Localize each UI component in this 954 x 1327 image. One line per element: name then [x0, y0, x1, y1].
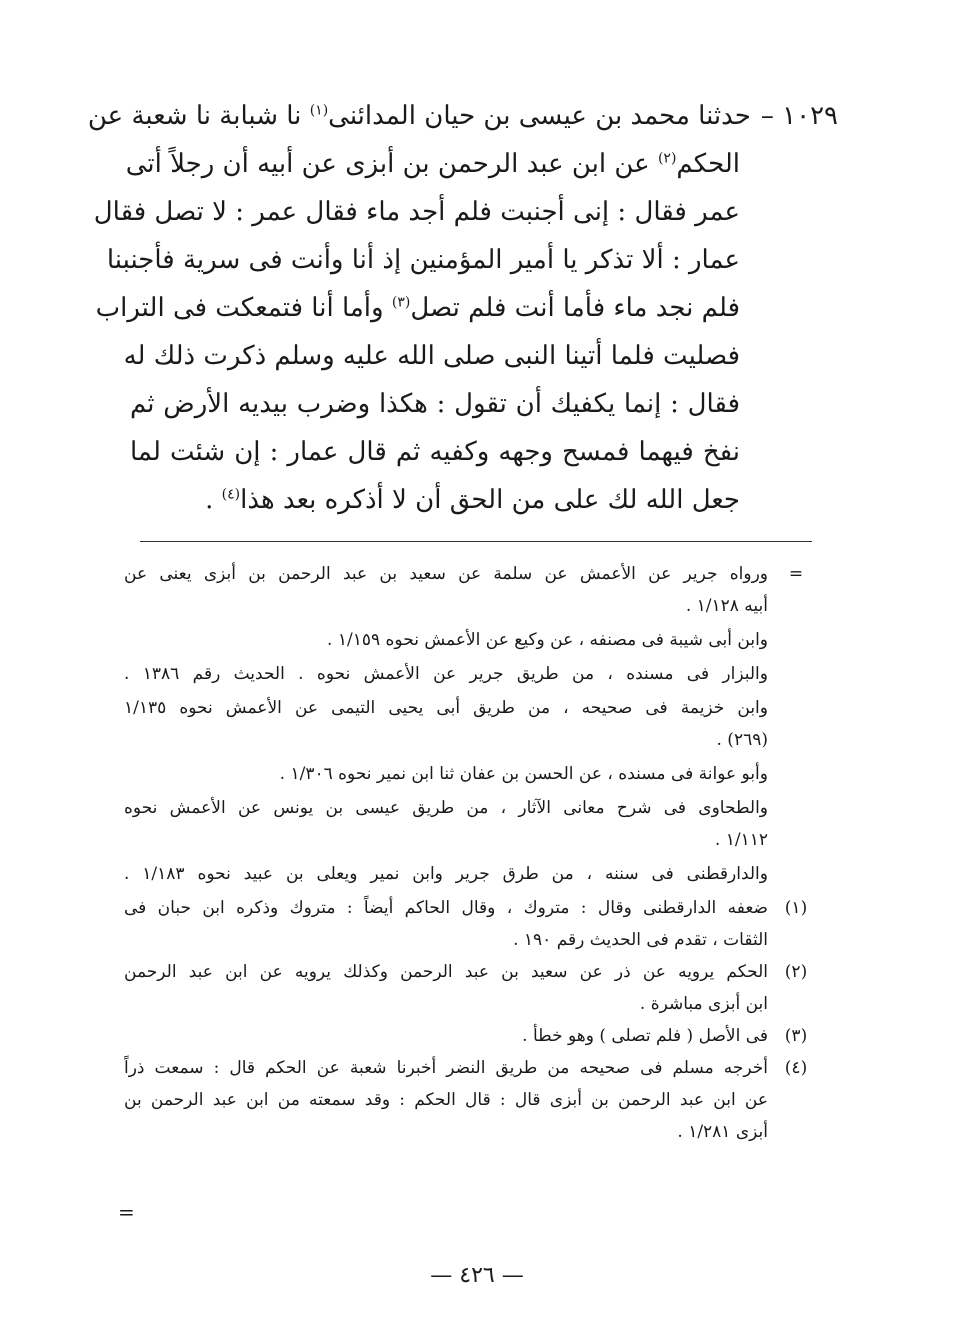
footnote-paragraph — [124, 692, 768, 756]
footnote-line: ورواه جرير عن الأعمش عن سلمة عن سعيد بن عبد الرحمن بن أبزى يعنى عن — [124, 564, 768, 584]
hadith-line — [93, 188, 740, 236]
footnote-ref: (٤) — [221, 486, 241, 503]
footnote-mark: (٢) — [784, 962, 808, 982]
footnote-paragraph — [124, 758, 768, 790]
footnote-paragraph — [124, 658, 768, 690]
footnote-body — [124, 1020, 768, 1052]
hadith-line — [125, 140, 740, 188]
footnote-ref: (١) — [309, 102, 329, 119]
footnotes — [124, 558, 824, 1148]
hadith-line-text: فصليت فلما أتينا النبى صلى الله عليه وسلم ذكرت ذلك له — [123, 341, 740, 371]
footnote-line: فى الأصل ( فلم تصلى ) وهو خطأ . — [522, 1026, 768, 1046]
hadith-line-text: عمر فقال : إنى أجنبت فلم أجد ماء فقال عمر : لا تصل فقال — [93, 197, 740, 227]
footnote-line: والدارقطنى فى سننه ، من طرق جرير وابن نمير ويعلى بن عبيد نحوه ١/١٨٣ . — [124, 864, 768, 884]
hadith-line — [130, 380, 740, 428]
hadith-line-text: وأما أنا فتمعكت فى التراب — [95, 293, 392, 323]
hadith-line-text: . — [205, 485, 222, 515]
hadith-line-text: فلم نجد ماء فأما أنت فلم تصل — [410, 293, 740, 323]
footnote-line: الثقات ، تقدم فى الحديث رقم ١٩٠ . — [513, 930, 768, 950]
footnote-3 — [124, 1020, 824, 1052]
hadith-line-text: نفخ فيهما فمسح وجهه وكفيه ثم قال عمار : إن شئت لما — [130, 437, 740, 467]
footnote-paragraph — [124, 558, 768, 622]
footnote-body — [124, 892, 768, 956]
hadith-line-text: حدثنا محمد بن عيسى بن حيان المدائنى — [328, 101, 751, 131]
hadith-line-text: الحكم — [676, 149, 740, 179]
footnote-line: وابن أبى شيبة فى مصنفه ، عن وكيع عن الأعمش نحوه ١/١٥٩ . — [327, 630, 768, 650]
footnote-paragraph — [124, 858, 768, 890]
hadith-line-text: جعل الله لك على من الحق أن لا أذكره بعد هذا — [240, 485, 740, 515]
footnote-line: عن ابن عبد الرحمن بن أبزى قال : قال الحكم : وقد سمعته من ابن عبد الرحمن بن — [124, 1090, 768, 1110]
footnote-2 — [124, 956, 824, 1020]
hadith-number: ١٠٢٩ – — [760, 101, 838, 131]
hadith-line-text: فقال : إنما يكفيك أن تقول : هكذا وضرب بيديه الأرض ثم — [130, 389, 740, 419]
footnote-continued — [124, 558, 824, 892]
footnote-line: وابن خزيمة فى صحيحه ، من طريق أبى يحيى التيمى عن الأعمش نحوه ١/١٣٥ — [124, 698, 768, 718]
hadith-line — [106, 236, 740, 284]
footnote-line: ١/١١٢ . — [714, 830, 768, 850]
footnote-ref: (٢) — [657, 150, 677, 167]
hadith-line — [87, 92, 838, 140]
hadith-line — [130, 428, 740, 476]
footnote-body — [124, 558, 768, 892]
footnote-body — [124, 1052, 768, 1148]
footnote-mark: (١) — [784, 898, 808, 918]
hadith-line-text: عمار : ألا تذكر يا أمير المؤمنين إذ أنا وأنت فى سرية فأجنبنا — [106, 245, 740, 275]
continuation-mark-end: = — [118, 1200, 135, 1224]
hadith-line-text: عن ابن عبد الرحمن بن أبزى عن أبيه أن رجلاً أتى — [125, 149, 658, 179]
hadith-line-text: نا شبابة نا شعبة عن — [87, 101, 310, 131]
footnote-line: (٢٦٩) . — [716, 730, 768, 750]
hadith-line — [123, 332, 740, 380]
footnote-line: وأبو عوانة فى مسنده ، عن الحسن بن عفان ثنا ابن نمير نحوه ١/٣٠٦ . — [279, 764, 768, 784]
footnote-mark: (٤) — [784, 1058, 808, 1078]
footnote-paragraph — [124, 624, 768, 656]
footnote-body — [124, 956, 768, 1020]
footnote-ref: (٣) — [391, 294, 411, 311]
footnote-line: أبيه ١/١٢٨ . — [685, 596, 768, 616]
hadith-text — [87, 92, 838, 524]
footnote-line: ابن أبزى مباشرة . — [639, 994, 768, 1014]
hadith-line — [95, 284, 740, 332]
footnote-line: أخرجه مسلم فى صحيحه من طريق النضر أخبرنا شعبة عن الحكم قال : سمعت ذراً — [124, 1058, 768, 1078]
footnote-paragraph — [124, 792, 768, 856]
footnote-line: والبزار فى مسنده ، من طريق جرير عن الأعمش نحوه . الحديث رقم ١٣٨٦ . — [124, 664, 768, 684]
hadith-line — [130, 476, 740, 524]
footnote-line: أبزى ١/٢٨١ . — [677, 1122, 768, 1142]
footnote-line: الحكم يرويه عن ذر عن سعيد بن عبد الرحمن وكذلك يرويه عن ابن عبد الرحمن — [124, 962, 768, 982]
continuation-mark: = — [788, 564, 804, 584]
footnote-1 — [124, 892, 824, 956]
page-number: — ٤٢٦ — — [430, 1263, 524, 1288]
footnote-line: والطحاوى فى شرح معانى الآثار ، من طريق عيسى بن يونس عن الأعمش نحوه — [124, 798, 768, 818]
footnote-line: ضعفه الدارقطنى وقال : متروك ، وقال الحاكم أيضاً : متروك وذكره ابن حبان فى — [124, 898, 768, 918]
footnote-divider — [140, 541, 812, 542]
footnote-mark: (٣) — [784, 1026, 808, 1046]
footnote-4 — [124, 1052, 824, 1148]
